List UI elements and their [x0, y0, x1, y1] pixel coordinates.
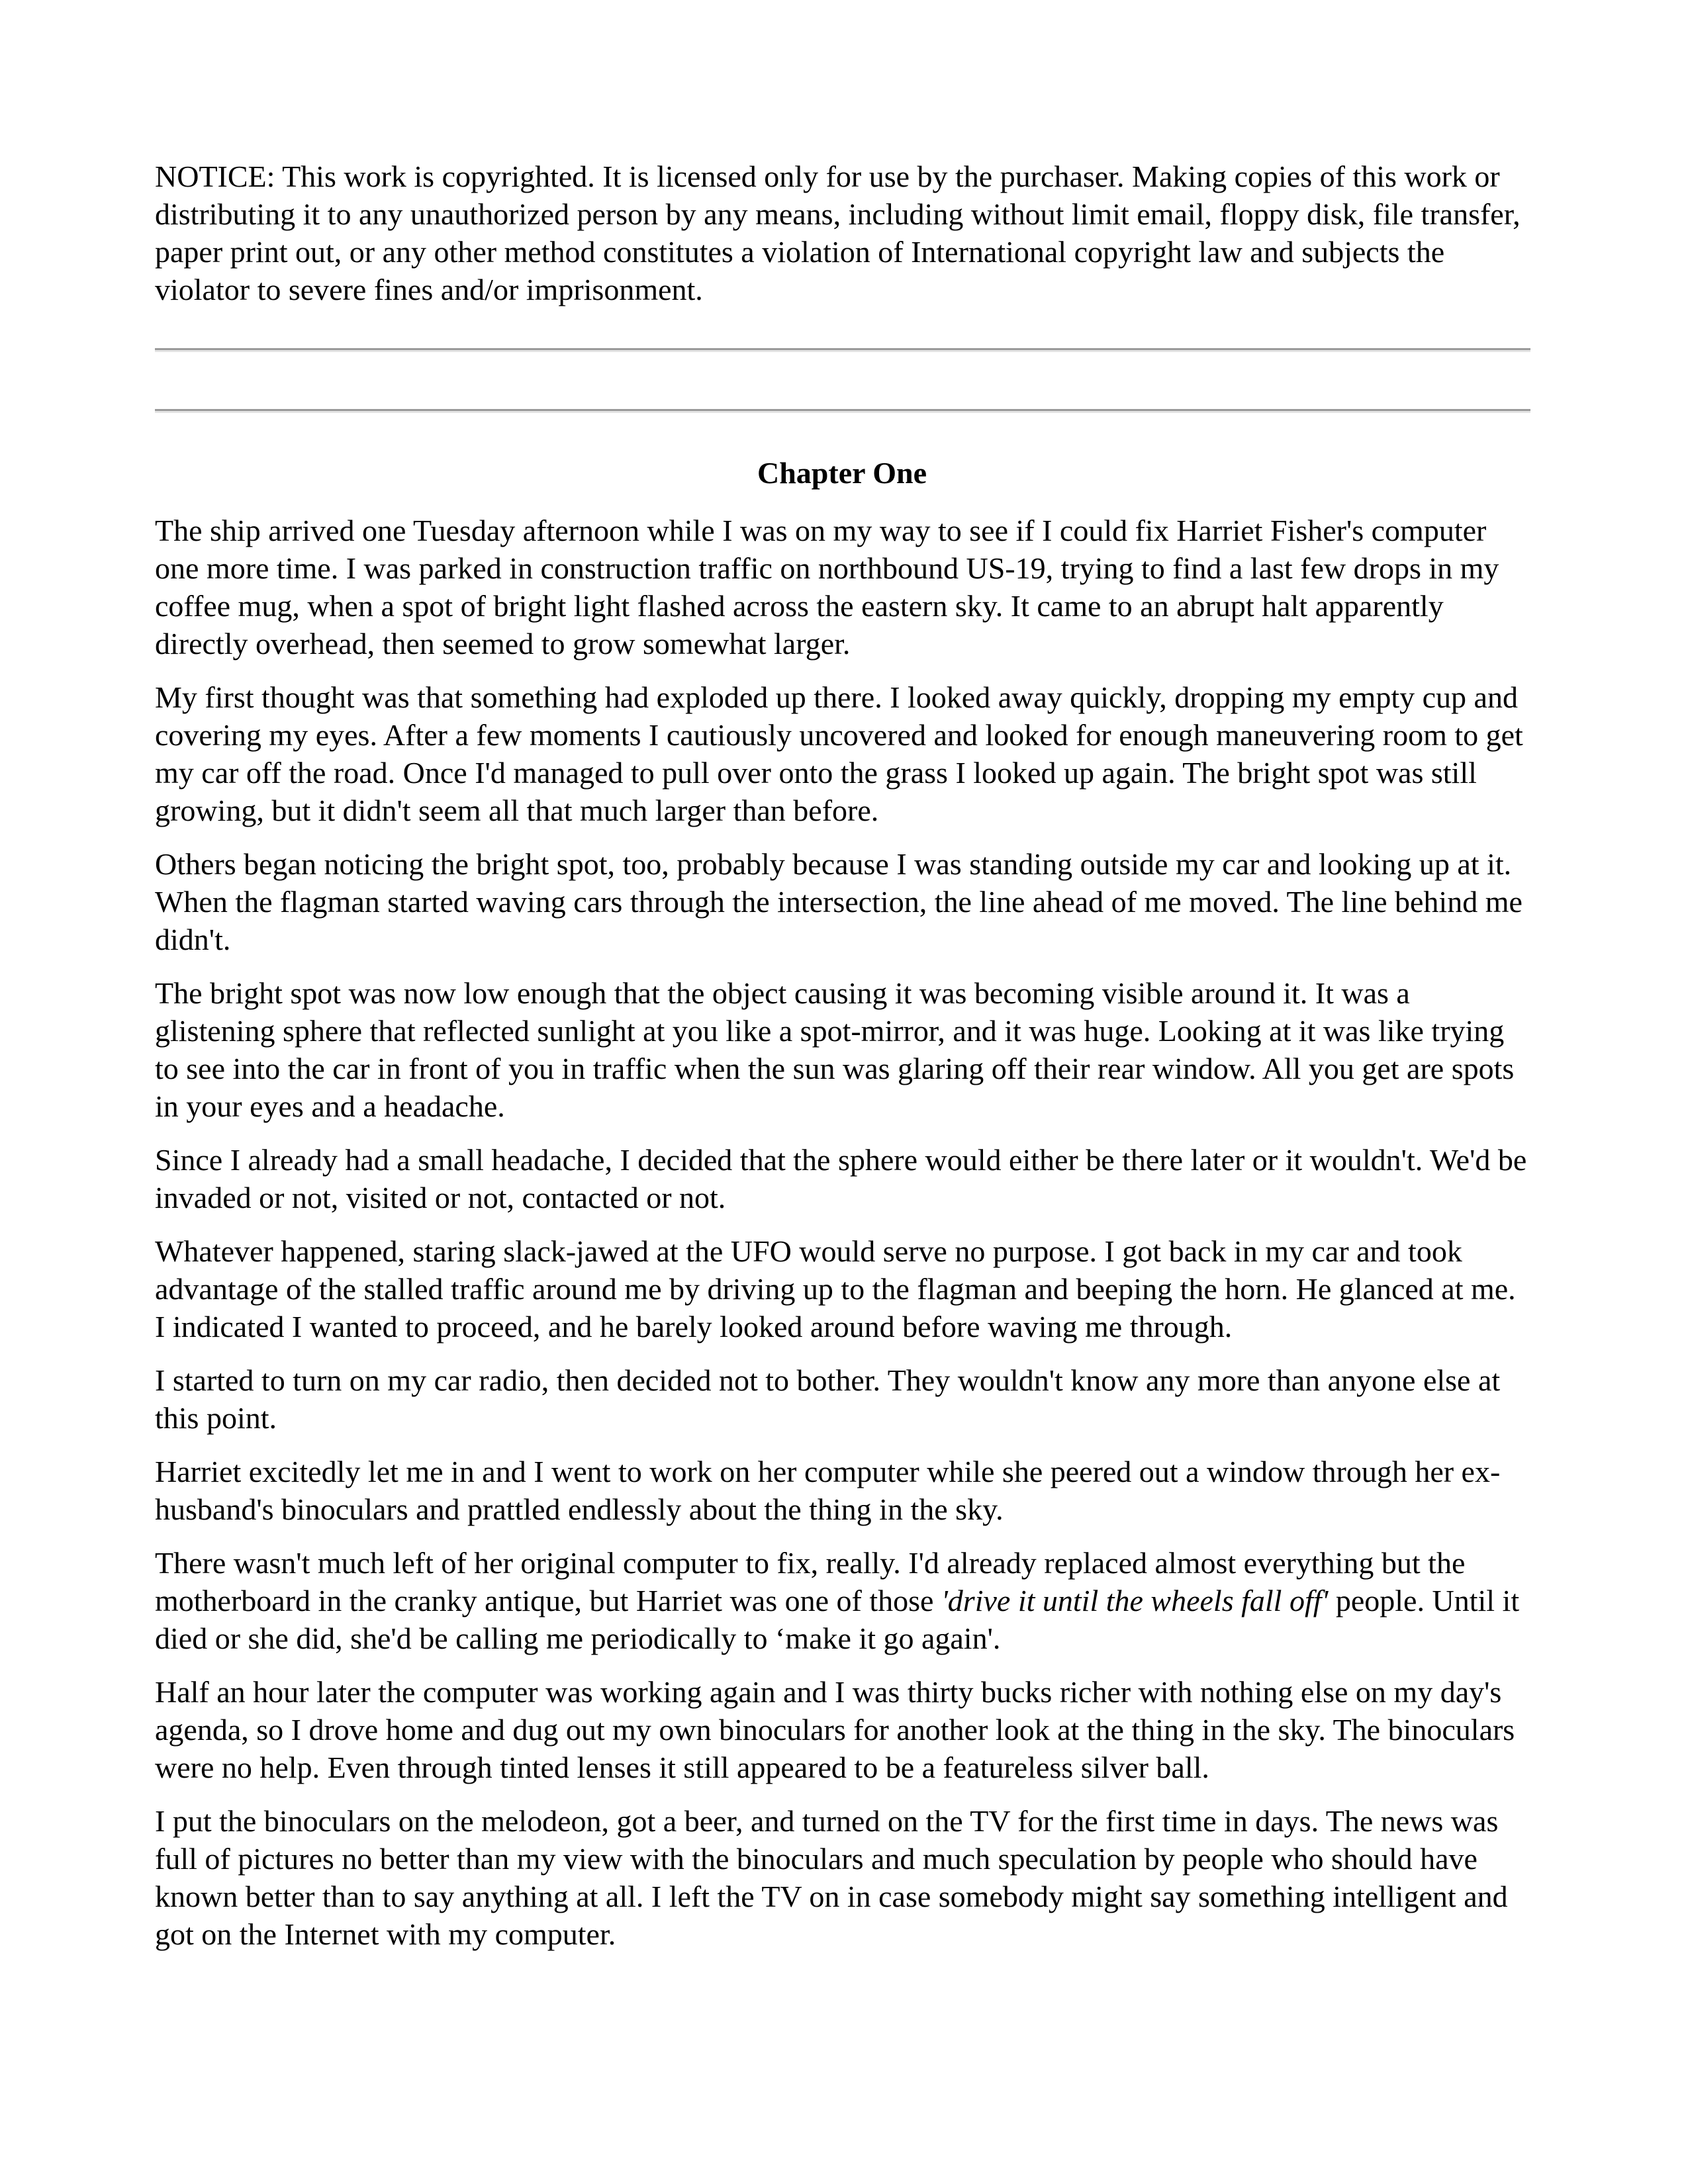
paragraph: I started to turn on my car radio, then decided not to bother. They wouldn't know any more than anyone else at this point. — [155, 1363, 1501, 1435]
paragraph: Harriet excitedly let me in and I went to work on her computer while she peered out a window through her ex-husband's binoculars and prattled endlessly about the thing in the sky. — [155, 1455, 1501, 1526]
paragraph: My first thought was that something had exploded up there. I looked away quickly, dropping my empty cup and covering my eyes. After a few moments I cautiously uncovered and looked for enough maneuvering room to get my car off the road. Once I'd managed to pull over onto the grass I looked up again. The bright spot was still growing, but it didn't seem all that much larger than before. — [155, 680, 1523, 827]
paragraph: The ship arrived one Tuesday afternoon while I was on my way to see if I could fix Harriet Fisher's computer one more time. I was parked in construction traffic on northbound US-19, trying to find a last few drops in my coffee mug, when a spot of bright light flashed across the eastern sky. It came to an abrupt halt apparently directly overhead, then seemed to grow somewhat larger. — [155, 514, 1499, 660]
horizontal-rule — [155, 348, 1530, 352]
paragraph-text: There wasn't much left of her original computer to fix, really. I'd already replaced almost everything but the motherboard in the cranky antique, but Harriet was one of those — [155, 1546, 1466, 1617]
chapter-title: Chapter One — [757, 456, 927, 490]
document-page — [155, 158, 1529, 1953]
paragraph-text: people. Until it died or she did, she'd be calling me periodically to ‘make it go again'. — [155, 1584, 1520, 1655]
copyright-notice: NOTICE: This work is copyrighted. It is licensed only for use by the purchaser. Making copies of this work or distributing it to any unauthorized person by any means, including without limit email, floppy disk, file transfer, paper print out, or any other method constitutes a violation of International copyright law and subjects the violator to severe fines and/or imprisonment. — [155, 159, 1521, 306]
paragraph: The bright spot was now low enough that the object causing it was becoming visible around it. It was a glistening sphere that reflected sunlight at you like a spot-mirror, and it was huge. Looking at it was like trying to see into the car in front of you in traffic when the sun was glaring off their rear window. All you get are spots in your eyes and a headache. — [155, 976, 1515, 1123]
paragraph: Whatever happened, staring slack-jawed at the UFO would serve no purpose. I got back in my car and took advantage of the stalled traffic around me by driving up to the flagman and beeping the horn. He glanced at me. I indicated I wanted to proceed, and he barely looked around before waving me through. — [155, 1234, 1516, 1343]
paragraph: I put the binoculars on the melodeon, got a beer, and turned on the TV for the first time in days. The news was full of pictures no better than my view with the binoculars and much speculation by people who should have known better than to say anything at all. I left the TV on in case somebody might say something intelligent and got on the Internet with my computer. — [155, 1804, 1508, 1951]
paragraph — [155, 1544, 1529, 1657]
italic-phrase: 'drive it until the wheels fall off' — [941, 1584, 1329, 1617]
horizontal-rule — [155, 409, 1530, 413]
paragraph: Others began noticing the bright spot, too, probably because I was standing outside my car and looking up at it. When the flagman started waving cars through the intersection, the line ahead of me moved. The line behind me didn't. — [155, 847, 1523, 956]
paragraph: Half an hour later the computer was working again and I was thirty bucks richer with nothing else on my day's agenda, so I drove home and dug out my own binoculars for another look at the thing in the sky. The binoculars were no help. Even through tinted lenses it still appeared to be a featureless silver ball. — [155, 1675, 1515, 1784]
paragraph: Since I already had a small headache, I decided that the sphere would either be there later or it wouldn't. We'd be invaded or not, visited or not, contacted or not. — [155, 1143, 1527, 1214]
